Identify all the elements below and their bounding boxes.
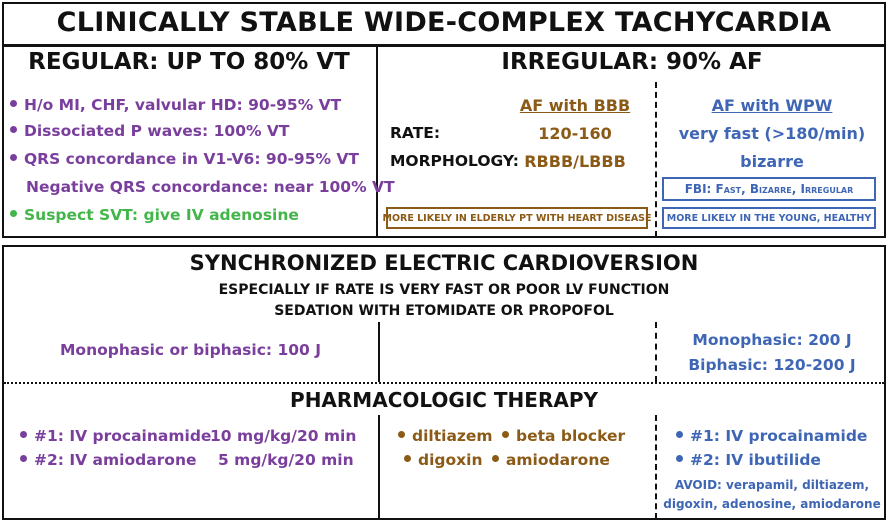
rate-label: RATE: [390, 124, 441, 142]
pharm-middle-drug: digoxin [418, 451, 483, 469]
pharm-heading: PHARMACOLOGIC THERAPY [290, 388, 598, 412]
pharm-right-drug: #2: IV ibutilide [690, 451, 821, 469]
bbb-rate: 120-160 [538, 124, 612, 143]
pharm-left-item-1 [20, 427, 211, 445]
pharm-left-dose-1: 10 mg/kg/20 min [210, 427, 357, 445]
bbb-note-box [382, 207, 652, 229]
pharm-middle-row-2 [404, 451, 610, 469]
wpw-note-box [662, 207, 876, 229]
pharm-middle-drug: diltiazem [412, 427, 493, 445]
wpw-morphology: bizarre [740, 152, 804, 171]
pharm-right-item-2 [676, 451, 821, 469]
pharm-middle-row-1 [398, 427, 625, 445]
bullet-icon [20, 431, 27, 438]
pharm-right-item-1 [676, 427, 867, 445]
pharm-left-drug: #1: IV procainamide [34, 427, 212, 445]
bbb-morphology: RBBB/LBBB [524, 152, 626, 171]
regular-heading: REGULAR: UP TO 80% VT [28, 49, 350, 75]
bbb-title: AF with BBB [519, 96, 631, 115]
bullet-icon [10, 154, 17, 161]
pharm-middle-drug: amiodarone [505, 451, 610, 469]
bullet-icon [10, 126, 17, 133]
pharm-left-dose-2: 5 mg/kg/20 min [218, 451, 354, 469]
bottom-divider-lower-segment [378, 415, 380, 519]
bullet-icon [10, 210, 17, 217]
bullet-icon [502, 431, 509, 438]
bullet-icon [492, 455, 499, 462]
bullet-icon [10, 100, 17, 107]
bottom-dashed-divider-top [655, 322, 657, 382]
cardioversion-line-2: SEDATION WITH ETOMIDATE OR PROPOFOL [274, 303, 614, 319]
regular-item-2 [10, 122, 289, 140]
avoid-line-1: AVOID: verapamil, diltiazem, [674, 478, 870, 492]
regular-svt-text: Suspect SVT: give IV adenosine [24, 206, 299, 224]
bullet-icon [20, 455, 27, 462]
section-separator [4, 382, 884, 384]
wpw-title: AF with WPW [711, 96, 833, 115]
bbb-note-text: MORE LIKELY IN ELDERLY PT WITH HEART DISEASE [382, 212, 652, 224]
fbi-text: FBI: Fast, Bizarre, Irregular [684, 182, 854, 196]
pharm-middle-drug: beta blocker [516, 427, 626, 445]
cardioversion-right-2: Biphasic: 120-200 J [688, 356, 856, 374]
regular-subitem: Negative QRS concordance: near 100% VT [26, 178, 395, 196]
pharm-left-item-2 [20, 451, 197, 469]
cardioversion-right-1: Monophasic: 200 J [692, 331, 852, 349]
regular-item-text: Dissociated P waves: 100% VT [24, 122, 290, 140]
regular-item-text: H/o MI, CHF, valvular HD: 90-95% VT [24, 96, 342, 114]
cardioversion-heading: SYNCHRONIZED ELECTRIC CARDIOVERSION [189, 251, 699, 275]
regular-item-3 [10, 150, 359, 168]
bullet-icon [398, 431, 405, 438]
cardioversion-left: Monophasic or biphasic: 100 J [60, 341, 321, 359]
bullet-icon [404, 455, 411, 462]
regular-svt-item [10, 206, 299, 224]
regular-item-1 [10, 96, 341, 114]
irregular-heading: IRREGULAR: 90% AF [501, 49, 763, 75]
bullet-icon [676, 431, 683, 438]
bottom-dashed-divider-lower [655, 415, 657, 519]
fbi-box [662, 177, 876, 201]
pharm-right-drug: #1: IV procainamide [690, 427, 868, 445]
avoid-line-2: digoxin, adenosine, amiodarone [663, 497, 881, 511]
morphology-label: MORPHOLOGY: [390, 152, 520, 170]
wpw-rate: very fast (>180/min) [678, 124, 866, 143]
cardioversion-line-1: ESPECIALLY IF RATE IS VERY FAST OR POOR LV FUNCTION [218, 282, 670, 298]
page-title: CLINICALLY STABLE WIDE-COMPLEX TACHYCARDIA [56, 7, 832, 38]
wpw-note-text: MORE LIKELY IN THE YOUNG, HEALTHY [666, 212, 872, 224]
bullet-icon [676, 455, 683, 462]
pharm-left-drug: #2: IV amiodarone [34, 451, 197, 469]
regular-item-text: QRS concordance in V1-V6: 90-95% VT [24, 150, 359, 168]
bottom-divider-top-segment [378, 322, 380, 382]
af-divider [655, 82, 657, 237]
